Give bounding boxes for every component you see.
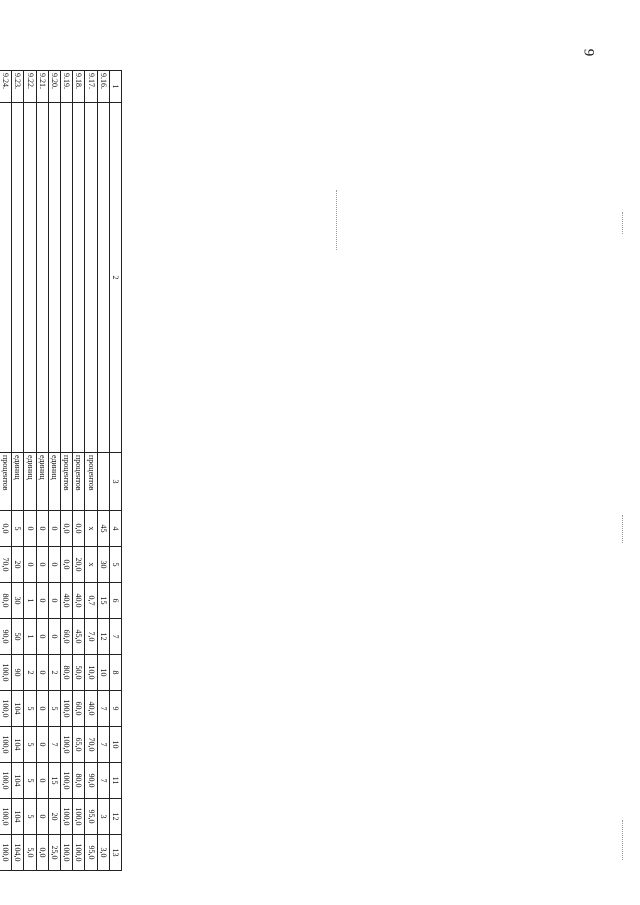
value-cell: 70,0 <box>0 547 12 583</box>
value-cell: 100,0 <box>0 763 12 799</box>
value-cell: 7 <box>48 727 60 763</box>
row-number: 9.23. <box>12 71 24 103</box>
indicator-description <box>73 103 85 453</box>
value-cell: 1 <box>24 619 36 655</box>
column-number-header: 10 <box>109 727 121 763</box>
table-row <box>73 71 85 871</box>
value-cell: 50,0 <box>73 655 85 691</box>
value-cell: 65,0 <box>73 727 85 763</box>
value-cell: 0 <box>36 799 48 835</box>
value-cell: 0 <box>36 655 48 691</box>
column-number-header: 12 <box>109 799 121 835</box>
value-cell: 0 <box>48 583 60 619</box>
scan-dotted-line <box>336 190 338 250</box>
rotated-table-container <box>0 70 122 870</box>
indicator-description <box>36 103 48 453</box>
value-cell: 5 <box>24 799 36 835</box>
value-cell: 104,0 <box>12 835 24 871</box>
value-cell: 7 <box>97 763 109 799</box>
indicator-description <box>0 103 12 453</box>
value-cell: 60,0 <box>73 691 85 727</box>
value-cell: 5 <box>24 763 36 799</box>
value-cell: 50 <box>12 619 24 655</box>
column-number-header: 4 <box>109 511 121 547</box>
value-cell: 0 <box>36 619 48 655</box>
value-cell: 0 <box>48 619 60 655</box>
row-number: 9.19. <box>61 71 73 103</box>
column-number-header: 8 <box>109 655 121 691</box>
column-number-header: 1 <box>109 71 121 103</box>
page-number: 9 <box>580 48 597 57</box>
row-number: 9.20. <box>48 71 60 103</box>
value-cell: 40,0 <box>73 583 85 619</box>
indicator-description <box>85 103 97 453</box>
scan-dotted-line <box>622 820 624 860</box>
indicator-description <box>61 103 73 453</box>
value-cell: 7 <box>97 691 109 727</box>
value-cell: 90 <box>12 655 24 691</box>
value-cell: 2 <box>24 655 36 691</box>
value-cell: 0 <box>48 511 60 547</box>
value-cell: 0,0 <box>36 835 48 871</box>
value-cell: 90,0 <box>0 619 12 655</box>
column-number-header: 5 <box>109 547 121 583</box>
unit-cell <box>97 453 109 511</box>
indicator-description <box>12 103 24 453</box>
value-cell: 20 <box>12 547 24 583</box>
column-number-header: 7 <box>109 619 121 655</box>
value-cell: 7,0 <box>85 619 97 655</box>
value-cell: 0 <box>36 511 48 547</box>
indicator-description <box>97 103 109 453</box>
indicator-description <box>48 103 60 453</box>
value-cell: 20,0 <box>73 547 85 583</box>
value-cell: 3,0 <box>97 835 109 871</box>
value-cell: 104 <box>12 691 24 727</box>
value-cell: 100,0 <box>61 727 73 763</box>
table-row <box>48 71 60 871</box>
value-cell: 3 <box>97 799 109 835</box>
scan-dotted-line <box>622 515 624 543</box>
value-cell: 104 <box>12 727 24 763</box>
table-row <box>0 71 12 871</box>
value-cell: 0 <box>48 547 60 583</box>
value-cell: 5 <box>12 511 24 547</box>
value-cell: 5 <box>48 691 60 727</box>
table-row <box>24 71 36 871</box>
value-cell: 0,0 <box>73 511 85 547</box>
scan-dotted-line <box>622 212 624 234</box>
value-cell: 100,0 <box>61 835 73 871</box>
value-cell: 1 <box>24 583 36 619</box>
value-cell: x <box>85 511 97 547</box>
value-cell: 5 <box>24 691 36 727</box>
value-cell: 40,0 <box>85 691 97 727</box>
value-cell: 100,0 <box>0 799 12 835</box>
value-cell: 20 <box>48 799 60 835</box>
value-cell: 5,0 <box>24 835 36 871</box>
row-number: 9.16. <box>97 71 109 103</box>
column-number-header: 11 <box>109 763 121 799</box>
row-number: 9.18. <box>73 71 85 103</box>
value-cell: 30 <box>97 547 109 583</box>
column-number-row <box>109 71 121 871</box>
column-number-header: 9 <box>109 691 121 727</box>
unit-cell: процентов <box>61 453 73 511</box>
value-cell: 0 <box>24 511 36 547</box>
value-cell: 0 <box>36 691 48 727</box>
value-cell: 90,0 <box>85 763 97 799</box>
unit-cell: единиц <box>24 453 36 511</box>
value-cell: 40,0 <box>61 583 73 619</box>
value-cell: 10 <box>97 655 109 691</box>
unit-cell: процентов <box>73 453 85 511</box>
value-cell: 30 <box>12 583 24 619</box>
value-cell: 15 <box>48 763 60 799</box>
value-cell: 100,0 <box>0 691 12 727</box>
value-cell: 100,0 <box>73 799 85 835</box>
value-cell: 100,0 <box>0 655 12 691</box>
column-number-header: 2 <box>109 103 121 453</box>
value-cell: 45 <box>97 511 109 547</box>
column-number-header: 3 <box>109 453 121 511</box>
value-cell: 0,0 <box>61 547 73 583</box>
value-cell: 45,0 <box>73 619 85 655</box>
value-cell: 100,0 <box>0 835 12 871</box>
value-cell: 15 <box>97 583 109 619</box>
value-cell: 100,0 <box>61 691 73 727</box>
value-cell: 100,0 <box>0 727 12 763</box>
value-cell: 80,0 <box>0 583 12 619</box>
value-cell: 25,0 <box>48 835 60 871</box>
unit-cell: процентов <box>0 453 12 511</box>
value-cell: 5 <box>24 727 36 763</box>
value-cell: 100,0 <box>61 799 73 835</box>
unit-cell: единиц <box>12 453 24 511</box>
unit-cell: единиц <box>48 453 60 511</box>
value-cell: 104 <box>12 763 24 799</box>
value-cell: 80,0 <box>73 763 85 799</box>
indicator-description <box>24 103 36 453</box>
value-cell: 95,0 <box>85 799 97 835</box>
column-number-header: 13 <box>109 835 121 871</box>
column-number-header: 6 <box>109 583 121 619</box>
value-cell: 0,0 <box>0 511 12 547</box>
value-cell: 0,7 <box>85 583 97 619</box>
value-cell: 0 <box>24 547 36 583</box>
row-number: 9.24. <box>0 71 12 103</box>
value-cell: x <box>85 547 97 583</box>
unit-cell: единиц <box>36 453 48 511</box>
value-cell: 100,0 <box>73 835 85 871</box>
table-row <box>12 71 24 871</box>
value-cell: 0,0 <box>61 511 73 547</box>
value-cell: 95,0 <box>85 835 97 871</box>
indicator-table <box>0 70 122 871</box>
value-cell: 100,0 <box>61 763 73 799</box>
value-cell: 0 <box>36 583 48 619</box>
value-cell: 12 <box>97 619 109 655</box>
table-row <box>85 71 97 871</box>
table-row <box>36 71 48 871</box>
value-cell: 0 <box>36 547 48 583</box>
unit-cell: процентов <box>85 453 97 511</box>
value-cell: 0 <box>36 763 48 799</box>
value-cell: 0 <box>36 727 48 763</box>
table-row <box>61 71 73 871</box>
row-number: 9.17. <box>85 71 97 103</box>
value-cell: 60,0 <box>61 619 73 655</box>
value-cell: 70,0 <box>85 727 97 763</box>
value-cell: 80,0 <box>61 655 73 691</box>
value-cell: 7 <box>97 727 109 763</box>
value-cell: 10,0 <box>85 655 97 691</box>
value-cell: 104 <box>12 799 24 835</box>
row-number: 9.22. <box>24 71 36 103</box>
row-number: 9.21. <box>36 71 48 103</box>
table-row <box>97 71 109 871</box>
value-cell: 2 <box>48 655 60 691</box>
